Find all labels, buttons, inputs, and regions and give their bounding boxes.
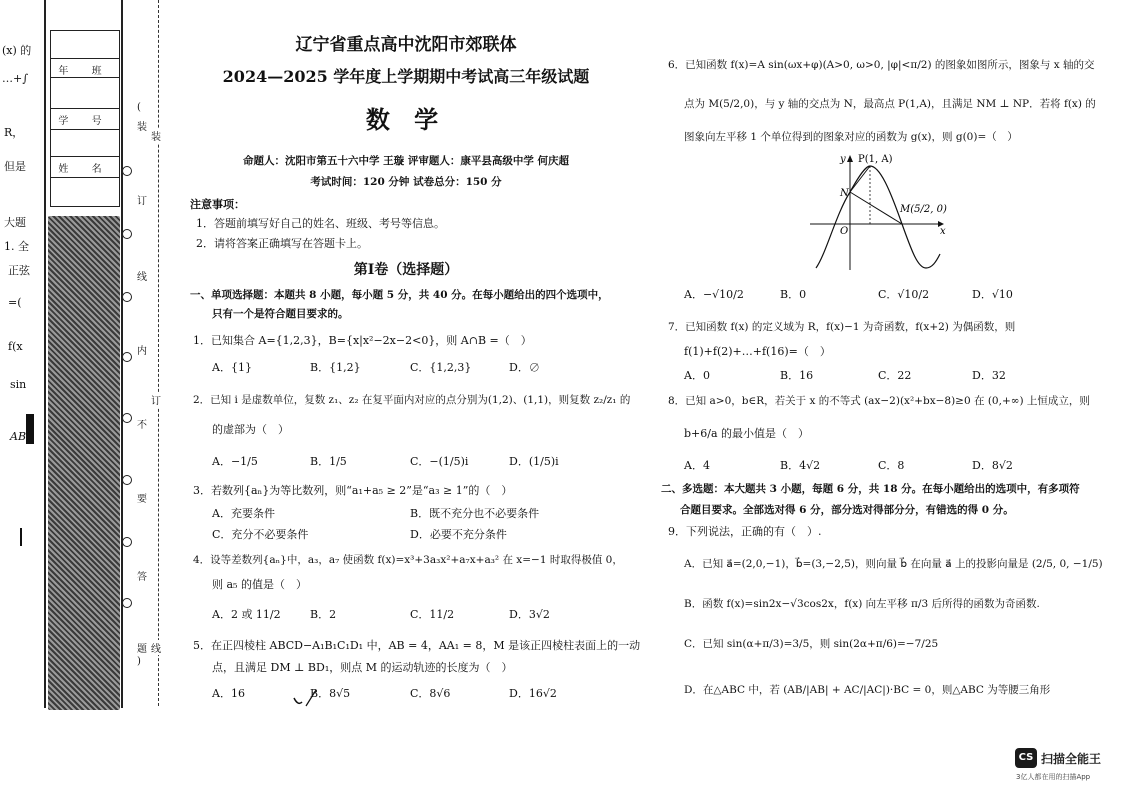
edge-text: …+∫ bbox=[2, 72, 28, 85]
q5-option-c[interactable]: C．8√6 bbox=[410, 687, 451, 700]
q3-option-a[interactable]: A．充要条件 bbox=[212, 507, 275, 520]
q8-option-a[interactable]: A．4 bbox=[684, 459, 710, 472]
q6-stem-cont2: 图象向左平移 1 个单位得到的图象对应的函数为 g(x)，则 g(0)=（ ） bbox=[684, 131, 1018, 143]
segment-np bbox=[850, 166, 870, 192]
note-item: 1．答题前填写好自己的姓名、班级、考号等信息。 bbox=[196, 217, 445, 230]
note-item: 2．请将答案正确填写在答题卡上。 bbox=[196, 237, 368, 250]
camscanner-slogan: 3亿人都在用的扫描App bbox=[1016, 773, 1091, 781]
class-field-box[interactable] bbox=[50, 76, 120, 108]
q8-option-c[interactable]: C．8 bbox=[878, 459, 905, 472]
q7-option-a[interactable]: A．0 bbox=[684, 369, 710, 382]
q7-option-d[interactable]: D．32 bbox=[972, 369, 1006, 382]
q5-option-b[interactable]: B．8√5 bbox=[310, 687, 351, 700]
vertical-char: 装 bbox=[137, 122, 147, 133]
q9-option-b[interactable]: B．函数 f(x)=sin2x−√3cos2x，f(x) 向左平移 π/3 后所得的函数为奇函数. bbox=[684, 598, 1040, 610]
edge-mark bbox=[20, 528, 22, 546]
vertical-char: 要 bbox=[137, 494, 147, 505]
q1-stem: 1．已知集合 A={1,2,3}，B={x|x²−2x−2<0}，则 A∩B =（ ） bbox=[193, 334, 532, 347]
vertical-char: 题 bbox=[137, 644, 147, 655]
vertical-char: 线 bbox=[137, 272, 147, 283]
q2-option-c[interactable]: C．−(1/5)i bbox=[410, 455, 469, 468]
edge-text: 大题 bbox=[4, 216, 26, 229]
number-label: 学 号 bbox=[58, 116, 112, 127]
q5-stem: 5．在正四棱柱 ABCD−A₁B₁C₁D₁ 中，AB = 4，AA₁ = 8，M 是该正四棱柱表面上的一动 bbox=[193, 639, 641, 652]
q2-option-b[interactable]: B．1/5 bbox=[310, 455, 347, 468]
section1-line2: 只有一个是符合题目要求的。 bbox=[212, 308, 349, 320]
number-field[interactable] bbox=[50, 108, 120, 130]
edge-text: AB bbox=[10, 430, 27, 443]
binding-hole bbox=[122, 166, 132, 176]
q9-option-c[interactable]: C．已知 sin(α+π/3)=3/5，则 sin(2α+π/6)=−7/25 bbox=[684, 638, 939, 650]
q4-stem: 4．设等差数列{aₙ}中，a₃，a₇ 使函数 f(x)=x³+3a₃x²+a₇x+a₃² 在 x=−1 时取得极值 0， bbox=[193, 554, 623, 566]
class-field[interactable] bbox=[50, 58, 120, 78]
q3-option-b[interactable]: B．既不充分也不必要条件 bbox=[410, 507, 540, 520]
org-title: 辽宁省重点高中沈阳市郊联体 bbox=[295, 35, 517, 55]
binding-hole bbox=[122, 292, 132, 302]
edge-text: (x) 的 bbox=[2, 44, 32, 57]
authors-line: 命题人：沈阳市第五十六中学 王璇 评审题人：康平县高级中学 何庆超 bbox=[243, 155, 569, 167]
exam-title: 2024—2025 学年度上学期期中考试高三年级试题 bbox=[222, 67, 590, 86]
q9-option-d[interactable]: D．在△ABC 中，若 (AB/|AB| + AC/|AC|)·BC = 0，则△ABC 为等腰三角形 bbox=[684, 684, 1051, 696]
binding-hole bbox=[122, 352, 132, 362]
edge-text: 正弦 bbox=[8, 264, 30, 277]
q5-stem-cont: 点，且满足 DM ⊥ BD₁，则点 M 的运动轨迹的长度为（ ） bbox=[212, 661, 513, 674]
q4-option-b[interactable]: B．2 bbox=[310, 608, 337, 621]
q2-option-d[interactable]: D．(1/5)i bbox=[509, 455, 559, 468]
name-field[interactable] bbox=[50, 156, 120, 178]
number-field-box[interactable] bbox=[50, 128, 120, 156]
vertical-char: 内 bbox=[137, 346, 147, 357]
q8-stem-cont: b+6/a 的最小值是（ ） bbox=[684, 427, 810, 440]
q7-stem-cont: f(1)+f(2)+…+f(16)=（ ） bbox=[684, 345, 831, 358]
q1-option-a[interactable]: A．{1} bbox=[212, 361, 252, 374]
vertical-char: 装 bbox=[151, 128, 161, 143]
y-axis-arrow bbox=[847, 155, 853, 162]
q5-option-a[interactable]: A．16 bbox=[212, 687, 245, 700]
q5-option-d[interactable]: D．16√2 bbox=[509, 687, 557, 700]
q6-stem-cont: 点为 M(5/2,0)，与 y 轴的交点为 N，最高点 P(1,A)，且满足 NM ⊥ NP．若将 f(x) 的 bbox=[684, 98, 1096, 110]
vertical-char: 线 bbox=[151, 640, 161, 655]
q2-stem-cont: 的虚部为（ ） bbox=[212, 423, 289, 436]
part1-title: 第Ⅰ卷（选择题） bbox=[353, 262, 459, 278]
sine-graph-figure bbox=[808, 150, 948, 272]
q6-option-a[interactable]: A．−√10/2 bbox=[684, 288, 744, 301]
vertical-char: 订 bbox=[151, 392, 161, 407]
q3-option-d[interactable]: D．必要不充分条件 bbox=[410, 528, 507, 541]
label-p: P(1, A) bbox=[858, 154, 893, 165]
binding-hole bbox=[122, 537, 132, 547]
edge-text: 1. 全 bbox=[4, 240, 29, 253]
q6-stem: 6．已知函数 f(x)=A sin(ωx+φ)(A>0, ω>0, |φ|<π/2) 的图象如图所示，图象与 x 轴的交 bbox=[668, 59, 1095, 71]
q6-option-b[interactable]: B．0 bbox=[780, 288, 807, 301]
vertical-char: ) bbox=[137, 656, 141, 667]
section2-line1: 二、多选题：本大题共 3 小题，每题 6 分，共 18 分。在每小题给出的选项中，有多项符 bbox=[661, 483, 1080, 495]
edge-text: 但是 bbox=[4, 160, 26, 173]
edge-text: sin bbox=[10, 378, 27, 391]
label-m: M(5/2, 0) bbox=[900, 204, 947, 215]
class-label: 年 班 bbox=[58, 66, 112, 77]
q4-stem-cont: 则 a₅ 的值是（ ） bbox=[212, 578, 307, 591]
edge-text: R， bbox=[4, 126, 24, 139]
q2-stem: 2．已知 i 是虚数单位，复数 z₁、z₂ 在复平面内对应的点分别为(1,2)、(1,1)，则复数 z₂/z₁ 的 bbox=[193, 394, 631, 406]
q1-option-b[interactable]: B．{1,2} bbox=[310, 361, 361, 374]
notes-title: 注意事项： bbox=[190, 198, 245, 211]
edge-mark bbox=[26, 414, 34, 444]
q9-stem: 9．下列说法，正确的有（ ）. bbox=[668, 525, 822, 538]
name-field-box[interactable] bbox=[50, 176, 120, 207]
q1-option-d[interactable]: D．∅ bbox=[509, 361, 540, 374]
q8-stem: 8．已知 a>0，b∈R，若关于 x 的不等式 (ax−2)(x²+bx−8)≥0 在 (0,+∞) 上恒成立，则 bbox=[668, 395, 1090, 407]
pen-mark bbox=[292, 688, 322, 708]
label-n: N bbox=[840, 188, 849, 199]
binding-hole bbox=[122, 229, 132, 239]
q7-option-c[interactable]: C．22 bbox=[878, 369, 912, 382]
segment-nm bbox=[850, 192, 902, 224]
q4-option-d[interactable]: D．3√2 bbox=[509, 608, 550, 621]
edge-text: =( bbox=[8, 296, 22, 309]
q4-option-a[interactable]: A．2 或 11/2 bbox=[212, 608, 281, 621]
hatched-binding-area bbox=[48, 216, 120, 710]
q1-option-c[interactable]: C．{1,2,3} bbox=[410, 361, 472, 374]
subject-title: 数 学 bbox=[365, 105, 447, 134]
binding-hole bbox=[122, 413, 132, 423]
q3-stem: 3．若数列{aₙ}为等比数列，则“a₁+a₅ ≥ 2”是“a₃ ≥ 1”的（ ） bbox=[193, 484, 513, 497]
q9-option-a[interactable]: A．已知 a⃗=(2,0,−1)，b⃗=(3,−2,5)，则向量 b⃗ 在向量 a⃗ 上的投影向量是 (2/5, 0, −1/5) bbox=[684, 558, 1103, 570]
q7-option-b[interactable]: B．16 bbox=[780, 369, 814, 382]
fold-line bbox=[158, 0, 159, 706]
q7-stem: 7．已知函数 f(x) 的定义域为 R，f(x)−1 为奇函数，f(x+2) 为偶函数，则 bbox=[668, 321, 1016, 333]
vertical-char: ( bbox=[137, 102, 141, 113]
time-score-line: 考试时间：120 分钟 试卷总分：150 分 bbox=[310, 176, 502, 188]
sine-curve bbox=[816, 166, 940, 268]
q8-option-b[interactable]: B．4√2 bbox=[780, 459, 821, 472]
section2-line2: 合题目要求。全部选对得 6 分，部分选对得部分分，有错选的得 0 分。 bbox=[680, 504, 1014, 516]
camscanner-logo-icon: CS bbox=[1015, 748, 1037, 768]
vertical-char: 订 bbox=[137, 196, 147, 207]
q6-option-c[interactable]: C．√10/2 bbox=[878, 288, 930, 301]
binding-hole bbox=[122, 598, 132, 608]
q3-option-c[interactable]: C．充分不必要条件 bbox=[212, 528, 309, 541]
vertical-char: 答 bbox=[137, 572, 147, 583]
binding-hole bbox=[122, 475, 132, 485]
q2-option-a[interactable]: A．−1/5 bbox=[212, 455, 258, 468]
vertical-char: 不 bbox=[137, 420, 147, 431]
q4-option-c[interactable]: C．11/2 bbox=[410, 608, 455, 621]
q6-option-d[interactable]: D．√10 bbox=[972, 288, 1013, 301]
edge-text: f(x bbox=[8, 340, 23, 353]
strip-border-left bbox=[44, 0, 46, 708]
label-x: x bbox=[940, 226, 946, 237]
name-label: 姓 名 bbox=[58, 164, 112, 175]
camscanner-brand: 扫描全能王 bbox=[1041, 752, 1102, 766]
section1-line1: 一、单项选择题：本题共 8 小题，每小题 5 分，共 40 分。在每小题给出的四个选项中， bbox=[190, 289, 609, 301]
q8-option-d[interactable]: D．8√2 bbox=[972, 459, 1013, 472]
label-y: y bbox=[840, 154, 846, 165]
label-o: O bbox=[840, 226, 849, 237]
